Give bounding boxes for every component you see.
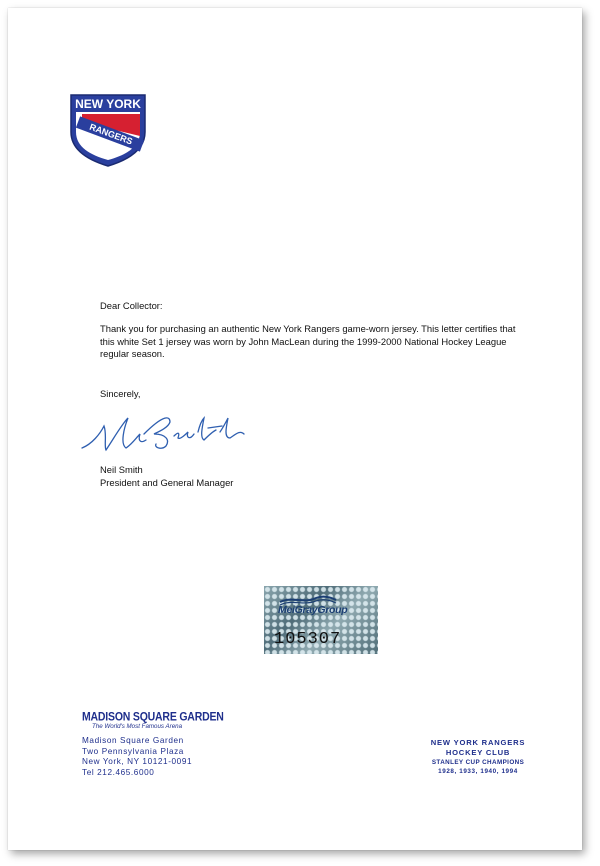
msg-address bbox=[82, 736, 224, 778]
signature bbox=[74, 404, 254, 462]
letter-body bbox=[100, 300, 520, 361]
salutation: Dear Collector: bbox=[100, 300, 163, 311]
msg-address-block bbox=[82, 710, 224, 778]
signer-name: Neil Smith bbox=[100, 464, 143, 475]
logo-line2: RANGERS bbox=[88, 121, 134, 147]
hologram-serial: 105307 bbox=[274, 630, 342, 649]
address-line: Tel 212.465.6000 bbox=[82, 767, 155, 777]
letter-page bbox=[8, 8, 582, 850]
letter-paragraph: Thank you for purchasing an authentic New York Rangers game-worn jersey. This letter certifies that this white Set 1 jersey was worn by John MacLean during the 1999-2000 National Hockey League regular season. bbox=[100, 322, 516, 360]
address-line: New York, NY 10121-0091 bbox=[82, 757, 193, 767]
address-line: Two Pennsylvania Plaza bbox=[82, 746, 184, 756]
address-line: Madison Square Garden bbox=[82, 736, 184, 745]
msg-tagline: The World's Most Famous Arena bbox=[92, 723, 183, 730]
signer-block bbox=[100, 464, 233, 490]
signer-title: President and General Manager bbox=[100, 476, 234, 488]
club-line4: 1928, 1933, 1940, 1994 bbox=[438, 768, 518, 775]
club-line2: HOCKEY CLUB bbox=[445, 747, 511, 757]
rangers-shield-logo bbox=[68, 92, 148, 168]
closing: Sincerely, bbox=[100, 388, 141, 399]
hologram-brand: MeiGrayGroup bbox=[278, 604, 348, 616]
club-line3: STANLEY CUP CHAMPIONS bbox=[431, 759, 525, 766]
club-block bbox=[406, 738, 550, 775]
authentication-hologram bbox=[264, 586, 378, 654]
msg-logo: MADISON SQUARE GARDEN bbox=[82, 710, 224, 724]
club-line1: NEW YORK RANGERS bbox=[430, 738, 526, 747]
logo-line1: NEW YORK bbox=[75, 97, 141, 111]
